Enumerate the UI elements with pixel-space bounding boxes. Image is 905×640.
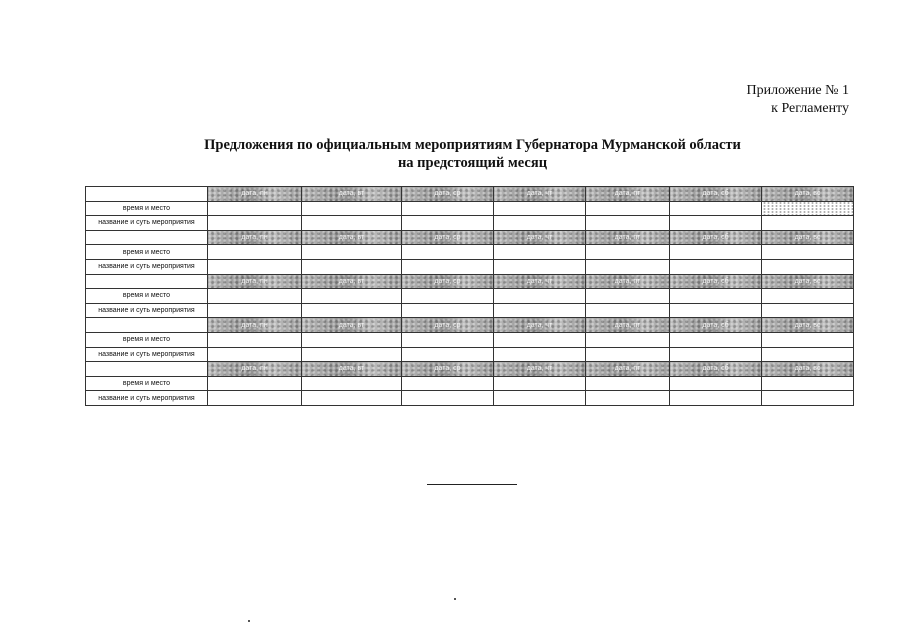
- day-header-cell: дата, вт: [302, 187, 402, 202]
- day-header-cell: дата, ср: [402, 274, 494, 289]
- day-header-cell: дата, пн: [208, 362, 302, 377]
- entry-cell: [494, 245, 586, 260]
- day-header-cell: дата, ср: [402, 187, 494, 202]
- header-blank-cell: [86, 362, 208, 377]
- entry-cell: [586, 332, 670, 347]
- day-header-cell: дата, чт: [494, 187, 586, 202]
- document-title-line-2: на предстоящий месяц: [397, 155, 548, 171]
- entry-cell: [208, 332, 302, 347]
- entry-cell: [402, 216, 494, 231]
- entry-cell: [586, 303, 670, 318]
- entry-cell: [494, 332, 586, 347]
- entry-cell: [762, 332, 854, 347]
- entry-cell: [402, 391, 494, 406]
- day-header-cell: дата, пт: [586, 274, 670, 289]
- entry-cell: [762, 216, 854, 231]
- entry-cell: [494, 289, 586, 304]
- entry-cell: [208, 376, 302, 391]
- time-place-row: [86, 201, 854, 216]
- day-header-cell: дата, ср: [402, 230, 494, 245]
- entry-cell: [402, 201, 494, 216]
- day-header-cell: дата, вс: [762, 274, 854, 289]
- time-place-label: время и место: [86, 245, 208, 260]
- appendix-note: [747, 82, 850, 118]
- time-place-row: [86, 376, 854, 391]
- entry-cell: [208, 259, 302, 274]
- entry-cell: [670, 289, 762, 304]
- time-place-row: [86, 289, 854, 304]
- entry-cell: [402, 245, 494, 260]
- entry-cell: [586, 289, 670, 304]
- event-name-label: название и суть мероприятия: [86, 303, 208, 318]
- time-place-row: [86, 332, 854, 347]
- day-header-cell: дата, пн: [208, 274, 302, 289]
- day-header-cell: дата, вс: [762, 318, 854, 333]
- time-place-label: время и место: [86, 332, 208, 347]
- entry-cell: [302, 259, 402, 274]
- appendix-reference: к Регламенту: [771, 101, 849, 116]
- day-header-cell: дата, вт: [302, 362, 402, 377]
- entry-cell: [670, 216, 762, 231]
- day-header-cell: дата, чт: [494, 230, 586, 245]
- entry-cell: [402, 347, 494, 362]
- entry-cell: [302, 332, 402, 347]
- scan-speck: [454, 598, 456, 600]
- day-header-cell: дата, чт: [494, 274, 586, 289]
- entry-cell: [494, 303, 586, 318]
- time-place-label: время и место: [86, 201, 208, 216]
- day-header-cell: дата, сб: [670, 187, 762, 202]
- entry-cell: [302, 391, 402, 406]
- day-header-cell: дата, пт: [586, 362, 670, 377]
- entry-cell: [494, 216, 586, 231]
- time-place-row: [86, 245, 854, 260]
- time-place-label: время и место: [86, 376, 208, 391]
- entry-cell: [762, 289, 854, 304]
- day-header-cell: дата, чт: [494, 362, 586, 377]
- entry-cell: [586, 347, 670, 362]
- week-header-row: [86, 362, 854, 377]
- entry-cell: [302, 216, 402, 231]
- entry-cell: [586, 391, 670, 406]
- week-header-row: [86, 230, 854, 245]
- day-header-cell: дата, чт: [494, 318, 586, 333]
- day-header-cell: дата, вс: [762, 362, 854, 377]
- entry-cell: [402, 376, 494, 391]
- day-header-cell: дата, пн: [208, 187, 302, 202]
- event-name-label: название и суть мероприятия: [86, 391, 208, 406]
- entry-cell: [302, 289, 402, 304]
- event-name-row: [86, 303, 854, 318]
- entry-cell: [670, 347, 762, 362]
- entry-cell: [402, 259, 494, 274]
- entry-cell: [762, 347, 854, 362]
- entry-cell: [586, 245, 670, 260]
- entry-cell: [762, 391, 854, 406]
- event-name-row: [86, 391, 854, 406]
- entry-cell: [670, 376, 762, 391]
- entry-cell: [302, 303, 402, 318]
- entry-cell: [402, 332, 494, 347]
- entry-cell: [208, 289, 302, 304]
- day-header-cell: дата, сб: [670, 274, 762, 289]
- entry-cell: [494, 391, 586, 406]
- entry-cell: [302, 201, 402, 216]
- entry-cell: [762, 376, 854, 391]
- events-plan-table: [85, 186, 854, 406]
- day-header-cell: дата, сб: [670, 362, 762, 377]
- day-header-cell: дата, пн: [208, 318, 302, 333]
- entry-cell: [302, 245, 402, 260]
- scan-speck: [248, 620, 250, 622]
- entry-cell: [586, 216, 670, 231]
- document-title-line-1: Предложения по официальным мероприятиям Губернатора Мурманской области: [204, 137, 741, 153]
- entry-cell: [762, 245, 854, 260]
- day-header-cell: дата, вс: [762, 230, 854, 245]
- week-header-row: [86, 187, 854, 202]
- closing-rule: [427, 484, 517, 485]
- entry-cell: [586, 376, 670, 391]
- document-title: [0, 136, 905, 172]
- event-name-row: [86, 216, 854, 231]
- entry-cell: [208, 303, 302, 318]
- entry-cell: [208, 216, 302, 231]
- week-header-row: [86, 318, 854, 333]
- entry-cell: [762, 303, 854, 318]
- entry-cell: [586, 259, 670, 274]
- day-header-cell: дата, вт: [302, 230, 402, 245]
- event-name-label: название и суть мероприятия: [86, 259, 208, 274]
- entry-cell: [670, 303, 762, 318]
- entry-cell: [494, 201, 586, 216]
- entry-cell: [670, 391, 762, 406]
- entry-cell: [670, 245, 762, 260]
- day-header-cell: дата, вт: [302, 318, 402, 333]
- day-header-cell: дата, пт: [586, 230, 670, 245]
- entry-cell: [402, 289, 494, 304]
- event-name-row: [86, 347, 854, 362]
- entry-cell: [208, 245, 302, 260]
- day-header-cell: дата, сб: [670, 318, 762, 333]
- entry-cell: [302, 376, 402, 391]
- entry-cell: [302, 347, 402, 362]
- entry-cell: [762, 201, 854, 216]
- day-header-cell: дата, ср: [402, 362, 494, 377]
- header-blank-cell: [86, 274, 208, 289]
- event-name-label: название и суть мероприятия: [86, 216, 208, 231]
- day-header-cell: дата, сб: [670, 230, 762, 245]
- week-header-row: [86, 274, 854, 289]
- entry-cell: [670, 332, 762, 347]
- header-blank-cell: [86, 187, 208, 202]
- day-header-cell: дата, вс: [762, 187, 854, 202]
- entry-cell: [670, 201, 762, 216]
- entry-cell: [208, 347, 302, 362]
- day-header-cell: дата, пн: [208, 230, 302, 245]
- day-header-cell: дата, ср: [402, 318, 494, 333]
- header-blank-cell: [86, 230, 208, 245]
- header-blank-cell: [86, 318, 208, 333]
- day-header-cell: дата, пт: [586, 318, 670, 333]
- event-name-label: название и суть мероприятия: [86, 347, 208, 362]
- entry-cell: [402, 303, 494, 318]
- appendix-number: Приложение № 1: [746, 83, 849, 98]
- entry-cell: [494, 259, 586, 274]
- time-place-label: время и место: [86, 289, 208, 304]
- entry-cell: [494, 347, 586, 362]
- day-header-cell: дата, вт: [302, 274, 402, 289]
- event-name-row: [86, 259, 854, 274]
- entry-cell: [670, 259, 762, 274]
- day-header-cell: дата, пт: [586, 187, 670, 202]
- entry-cell: [494, 376, 586, 391]
- entry-cell: [208, 391, 302, 406]
- entry-cell: [762, 259, 854, 274]
- entry-cell: [208, 201, 302, 216]
- entry-cell: [586, 201, 670, 216]
